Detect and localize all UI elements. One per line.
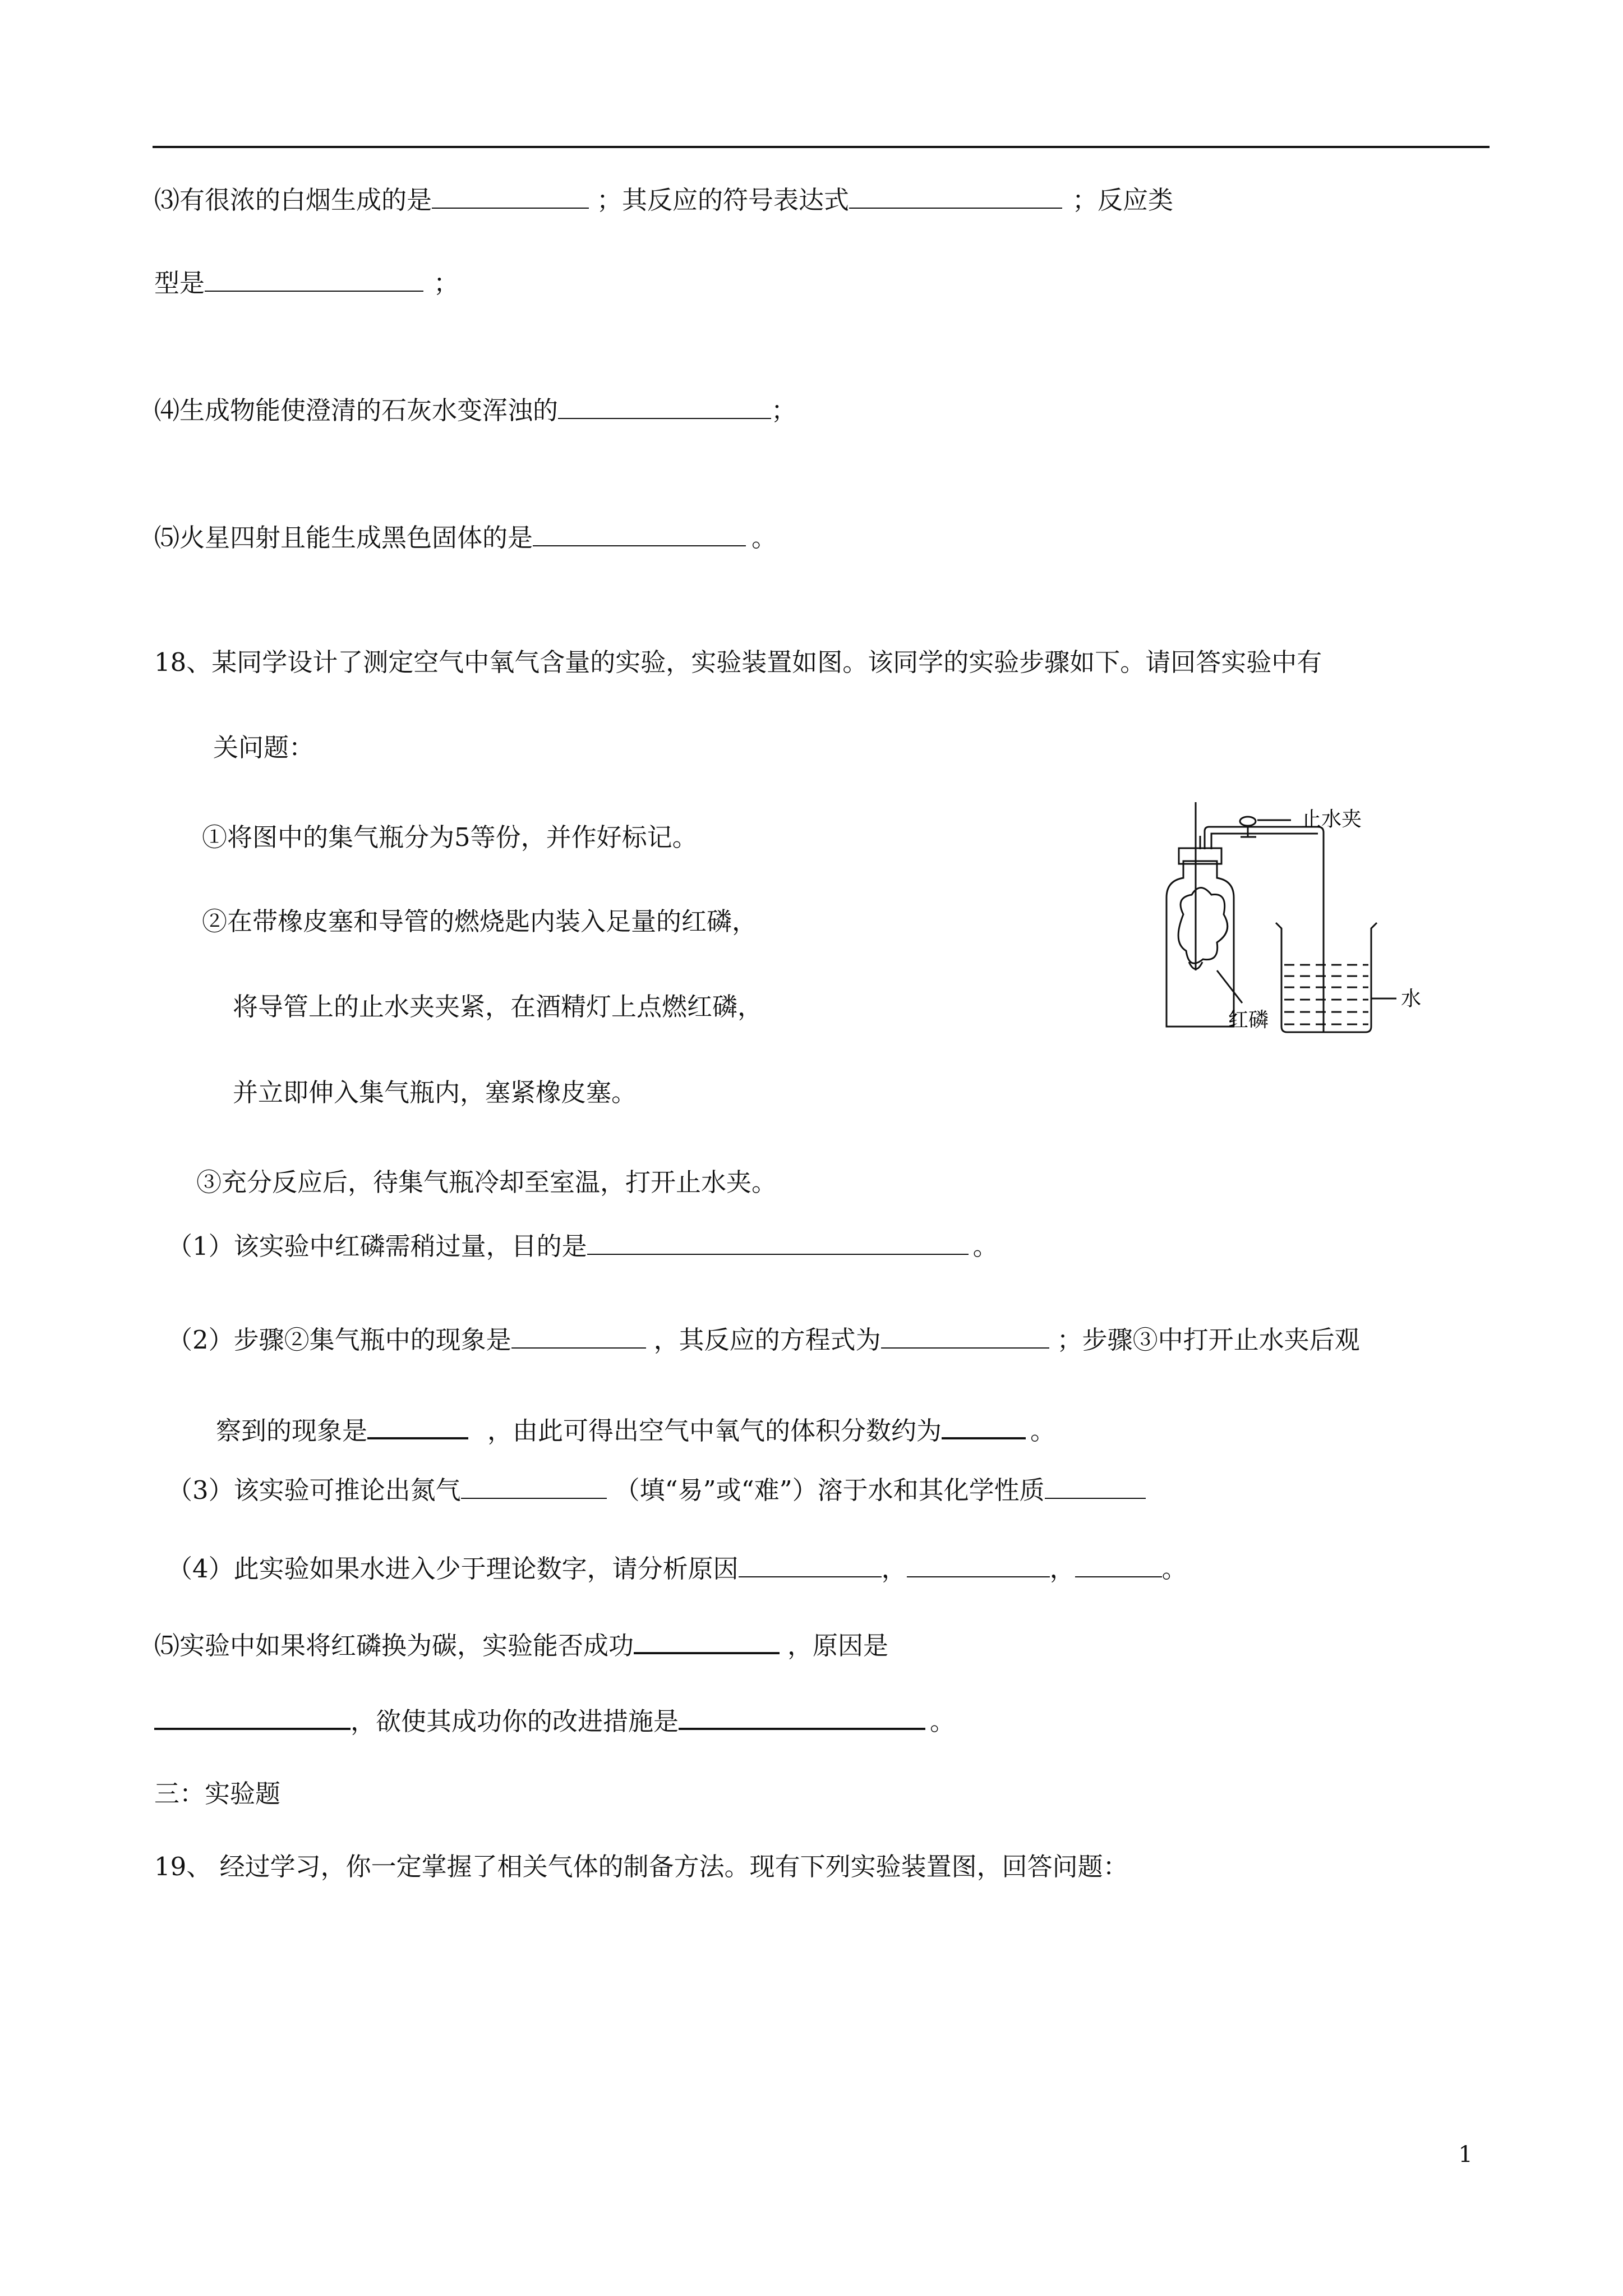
label-water: 水 (1401, 987, 1422, 1010)
q18-step2-line2: 将导管上的止水夹夹紧，在酒精灯上点燃红磷， (233, 992, 763, 1022)
q18-sub5-line2 (154, 1705, 955, 1734)
answer-blank[interactable] (533, 523, 746, 546)
q18-sub4-end: 。 (1161, 1554, 1187, 1584)
q18-sub1-end: 。 (972, 1231, 998, 1261)
answer-blank[interactable] (461, 1475, 607, 1499)
q18-sub5-end: 。 (930, 1706, 956, 1736)
q17-item4-end: ； (771, 395, 797, 425)
q18-step1: ①将图中的集气瓶分为5等份，并作好标记。 (202, 822, 698, 852)
q18-sub2-line2 (216, 1415, 1056, 1446)
phosphorus-smoke (1178, 888, 1228, 964)
q18-sub2-end: 。 (1030, 1416, 1056, 1446)
q17-item3-line1 (154, 185, 1173, 213)
answer-blank[interactable] (367, 1415, 468, 1439)
q18-intro-line1: 18、某同学设计了测定空气中氧气含量的实验，实验装置如图。该同学的实验步骤如下。请回答实验中有 (154, 647, 1322, 677)
apparatus-diagram (1133, 802, 1492, 1049)
answer-blank[interactable] (205, 268, 423, 292)
answer-blank[interactable] (154, 1705, 351, 1730)
q18-sub5-text-3: ，欲使其成功你的改进措施是 (351, 1706, 679, 1736)
q17-item3-line2 (154, 268, 459, 296)
page-number: 1 (1458, 2142, 1473, 2168)
answer-blank[interactable] (849, 185, 1062, 209)
answer-blank[interactable] (679, 1705, 925, 1730)
answer-blank[interactable] (881, 1325, 1049, 1349)
q17-item5 (154, 523, 777, 553)
q18-sub4 (167, 1554, 1187, 1584)
q18-sub2-text: （2）步骤②集气瓶中的现象是 (167, 1325, 511, 1355)
q18-sub1 (167, 1231, 998, 1259)
q18-sub2-text-5: ，由此可得出空气中氧气的体积分数约为 (487, 1416, 942, 1446)
answer-blank[interactable] (511, 1325, 646, 1349)
gas-bottle (1166, 861, 1234, 1027)
q17-item3-text-2: ；其反应的符号表达式 (597, 185, 850, 215)
section3-heading: 三：实验题 (154, 1779, 281, 1809)
q18-sub5-text: ⑸实验中如果将红磷换为碳，实验能否成功 (154, 1631, 634, 1660)
q18-step2-line1: ②在带橡皮塞和导管的燃烧匙内装入足量的红磷， (202, 907, 758, 936)
q18-sub2-text-3: ；步骤③中打开止水夹后观 (1057, 1325, 1360, 1355)
q18-sub4-sep: ， (881, 1554, 907, 1584)
beaker (1276, 923, 1377, 1032)
q17-item3-text-4: 型是 (154, 268, 205, 298)
apparatus-figure (1133, 802, 1492, 1049)
header-rule (153, 146, 1490, 148)
q18-sub2-text-4: 察到的现象是 (216, 1416, 368, 1446)
q18-sub3-text-2: （填“易”或“难”）溶于水和其化学性质 (614, 1475, 1045, 1505)
label-clamp: 止水夹 (1301, 808, 1362, 831)
q17-item5-text: ⑸火星四射且能生成黑色固体的是 (154, 523, 533, 553)
q18-sub3-text: （3）该实验可推论出氮气 (167, 1475, 461, 1505)
answer-blank[interactable] (558, 395, 771, 419)
q18-intro-line2: 关问题： (213, 733, 315, 762)
q18-sub3 (167, 1475, 1146, 1503)
q17-item5-end: 。 (751, 523, 777, 553)
q17-item4 (154, 395, 796, 423)
answer-blank[interactable] (907, 1554, 1050, 1577)
answer-blank[interactable] (432, 185, 589, 209)
q17-item3-text: ⑶有很浓的白烟生成的是 (154, 185, 432, 215)
q18-sub2-line1 (167, 1325, 1360, 1355)
q17-item3-text-5: ； (434, 268, 459, 298)
q17-item3-text-3: ；反应类 (1072, 185, 1174, 215)
answer-blank[interactable] (739, 1554, 882, 1577)
q18-sub4-sep-2: ， (1049, 1554, 1075, 1584)
q18-sub2-text-2: ，其反应的方程式为 (653, 1325, 881, 1355)
clamp-head (1240, 817, 1256, 826)
q18-sub5-line1 (154, 1630, 888, 1658)
answer-blank[interactable] (1075, 1554, 1162, 1577)
q18-sub5-text-2: ，原因是 (787, 1631, 889, 1660)
answer-blank[interactable] (1045, 1475, 1146, 1499)
answer-blank[interactable] (634, 1630, 780, 1654)
q18-step3: ③充分反应后，待集气瓶冷却至室温，打开止水夹。 (196, 1167, 777, 1197)
answer-blank[interactable] (587, 1231, 969, 1255)
q19-text: 19、 经过学习，你一定掌握了相关气体的制备方法。现有下列实验装置图，回答问题： (154, 1852, 1128, 1881)
q17-item4-text: ⑷生成物能使澄清的石灰水变浑浊的 (154, 395, 559, 425)
q18-sub1-text: （1）该实验中红磷需稍过量，目的是 (167, 1231, 587, 1261)
label-red-phosphorus: 红磷 (1228, 1009, 1269, 1032)
answer-blank[interactable] (942, 1415, 1026, 1439)
q18-sub4-text: （4）此实验如果水进入少于理论数字，请分析原因 (167, 1554, 739, 1584)
delivery-tube (1205, 827, 1324, 1032)
q18-step2-line3: 并立即伸入集气瓶内，塞紧橡皮塞。 (233, 1078, 637, 1107)
